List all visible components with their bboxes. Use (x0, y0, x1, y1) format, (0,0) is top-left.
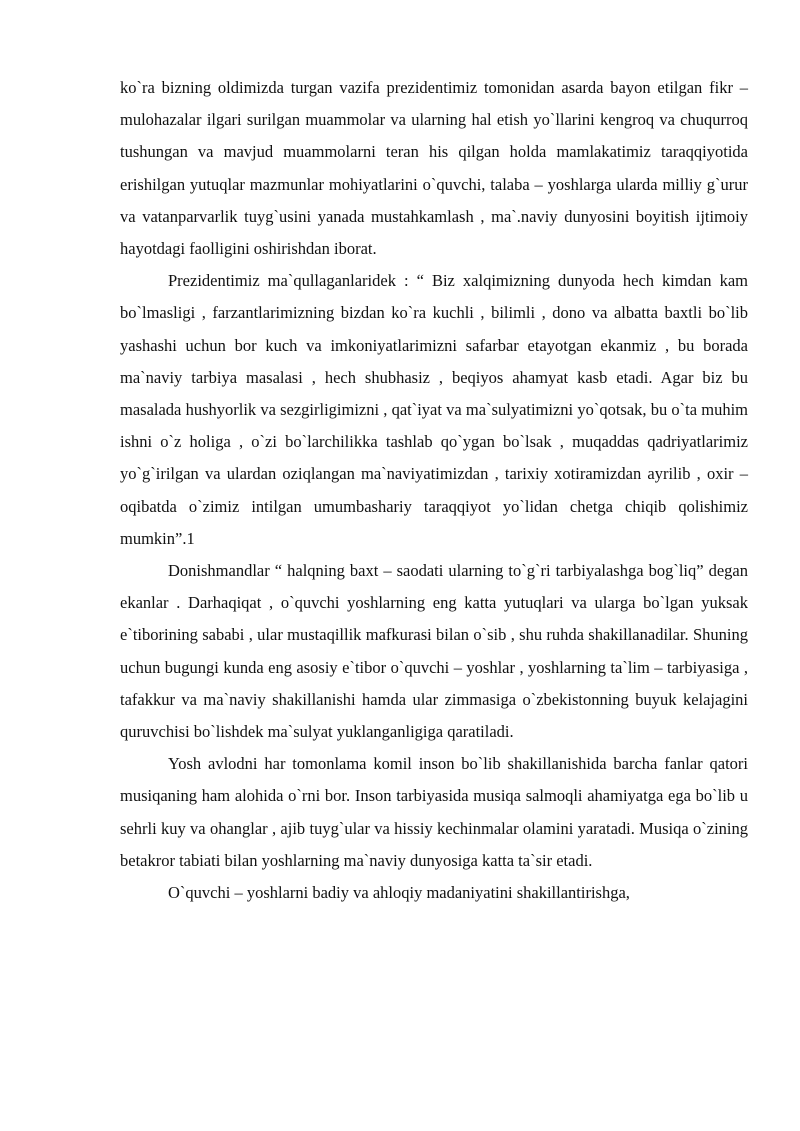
paragraph-2: Prezidentimiz ma`qullaganlaridek : “ Biz xalqimizning dunyoda hech kimdan kam bo`lmasligi , farzantlarimizning bizdan ko`ra kuchli , bilimli , dono va albatta baxtli bo`lib yashashi uchun bor kuch va imkoniyatlarimizni safarbar etayotgan ekanmiz , bu borada ma`naviy tarbiya masalasi , hech shubhasiz , beqiyos ahamyat kasb etadi. Agar biz bu masalada hushyorlik va sezgirligimizni , qat`iyat va ma`sulyatimizni yo`qotsak, bu o`ta muhim ishni o`z holiga , o`zi bo`larchilikka tashlab qo`ygan bo`lsak , muqaddas qadriyatlarimiz yo`g`irilgan va ulardan oziqlangan ma`naviyatimizdan , tarixiy xotiramizdan ayrilib , oxir – oqibatda o`zimiz intilgan umumbashariy taraqqiyot yo`lidan chetga chiqib qolishimiz mumkin”.1 (120, 271, 748, 548)
paragraph-3: Donishmandlar “ halqning baxt – saodati ularning to`g`ri tarbiyalashga bog`liq” degan ekanlar . Darhaqiqat , o`quvchi yoshlarning eng katta yutuqlari va ularga bo`lgan yuksak e`tiborining sababi , ular mustaqillik mafkurasi bilan o`sib , shu ruhda shakillanadilar. Shuning uchun bugungi kunda eng asosiy e`tibor o`quvchi – yoshlar , yoshlarning ta`lim – tarbiyasiga , tafakkur va ma`naviy shakillanishi hamda ular zimmasiga o`zbekistonning buyuk kelajagini quruvchisi bo`lishdek ma`sulyat yuklanganligiga qaratiladi. (120, 561, 748, 742)
paragraph-1: ko`ra bizning oldimizda turgan vazifa prezidentimiz tomonidan asarda bayon etilgan fikr – mulohazalar ilgari surilgan muammolar va ularning hal etish yo`llarini kengroq va chuqurroq tushungan va mavjud muammolarni teran his qilgan holda mamlakatimiz taraqqiyotida erishilgan yutuqlar mazmunlar mohiyatlarini o`quvchi, talaba – yoshlarga ularda milliy g`urur va vatanparvarlik tuyg`usini yanada mustahkamlash , ma`.naviy dunyosini boyitish ijtimoiy hayotdagi faolligini oshirishdan iborat. (120, 78, 748, 259)
paragraph-4: Yosh avlodni har tomonlama komil inson bo`lib shakillanishida barcha fanlar qatori musiqaning ham alohida o`rni bor. Inson tarbiyasida musiqa salmoqli ahamiyatga ega bo`lib u sehrli kuy va ohanglar , ajib tuyg`ular va hissiy kechinmalar olamini yaratadi. Musiqa o`zining betakror tabiati bilan yoshlarning ma`naviy dunyosiga katta ta`sir etadi. (120, 754, 748, 870)
document-page (120, 72, 748, 909)
paragraph-5: O`quvchi – yoshlarni badiy va ahloqiy madaniyatini shakillantirishga, (168, 883, 630, 903)
